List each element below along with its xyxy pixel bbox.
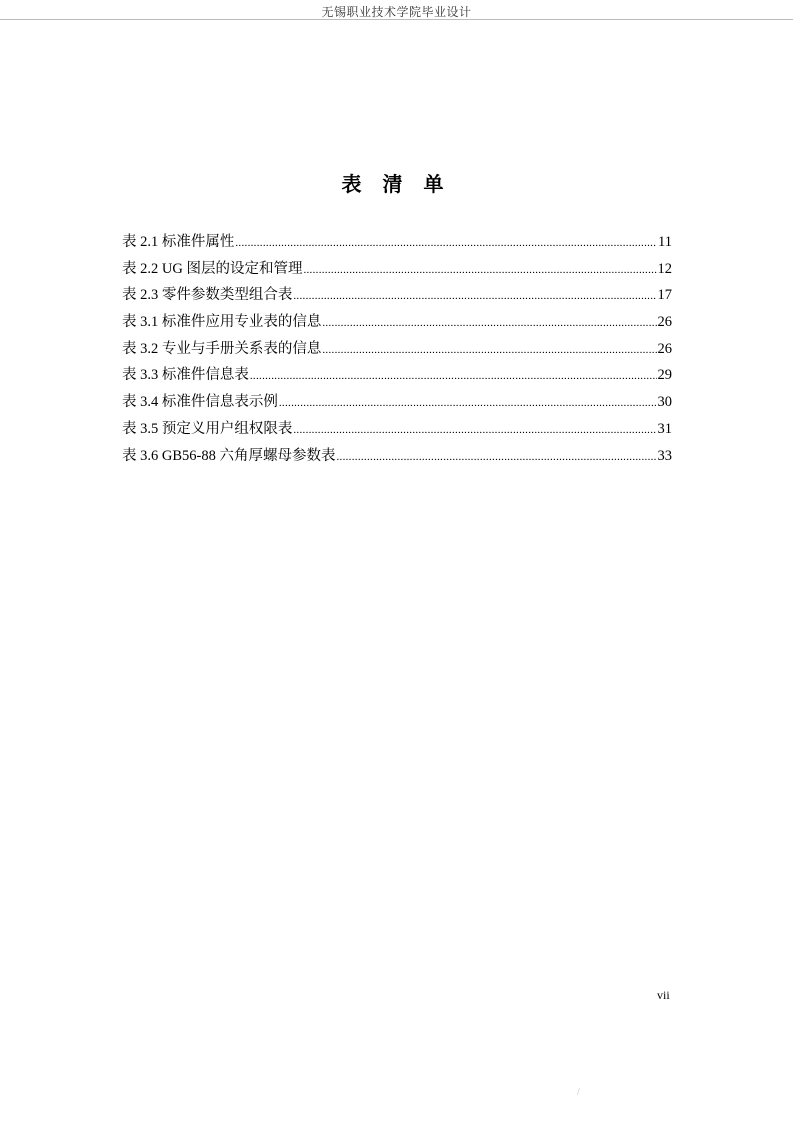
entry-page: 31 — [657, 420, 672, 437]
list-item[interactable] — [122, 229, 672, 256]
page-title: 表 清 单 — [341, 174, 452, 196]
entry-page: 30 — [657, 394, 672, 411]
entry-label: 表 3.4 标准件信息表示例 — [122, 394, 278, 411]
dot-leader — [336, 443, 656, 471]
table-list — [122, 229, 672, 469]
list-item[interactable] — [122, 309, 672, 336]
entry-label: 表 2.3 零件参数类型组合表 — [122, 287, 293, 304]
dot-leader — [250, 362, 657, 390]
entry-page: 29 — [657, 367, 672, 384]
dot-leader — [235, 229, 657, 257]
entry-page: 26 — [657, 314, 672, 331]
dot-leader — [293, 416, 656, 444]
entry-label: 表 3.3 标准件信息表 — [122, 367, 249, 384]
scan-mark: / — [577, 1087, 580, 1098]
list-item[interactable] — [122, 389, 672, 416]
entry-page: 33 — [657, 447, 672, 464]
header-title: 无锡职业技术学院毕业设计 — [321, 5, 472, 19]
entry-page: 11 — [658, 234, 672, 250]
dot-leader — [303, 256, 656, 284]
list-item[interactable] — [122, 443, 672, 470]
list-item[interactable] — [122, 362, 672, 389]
entry-label: 表 3.2 专业与手册关系表的信息 — [122, 340, 322, 357]
list-item[interactable] — [122, 282, 672, 309]
dot-leader — [279, 389, 657, 417]
list-item[interactable] — [122, 336, 672, 363]
list-item[interactable] — [122, 256, 672, 283]
dot-leader — [322, 309, 656, 337]
entry-label: 表 3.6 GB56-88 六角厚螺母参数表 — [122, 447, 336, 464]
entry-page: 26 — [657, 340, 672, 357]
dot-leader — [293, 282, 656, 310]
entry-label: 表 3.5 预定义用户组权限表 — [122, 420, 293, 437]
page-header — [0, 0, 793, 22]
entry-label: 表 3.1 标准件应用专业表的信息 — [122, 314, 322, 331]
dot-leader — [322, 336, 656, 364]
entry-label: 表 2.1 标准件属性 — [122, 234, 235, 250]
entry-page: 12 — [657, 260, 672, 277]
entry-page: 17 — [657, 287, 672, 304]
list-item[interactable] — [122, 416, 672, 443]
header-rule — [0, 19, 793, 20]
page-number: vii — [657, 988, 670, 1002]
entry-label: 表 2.2 UG 图层的设定和管理 — [122, 260, 303, 277]
